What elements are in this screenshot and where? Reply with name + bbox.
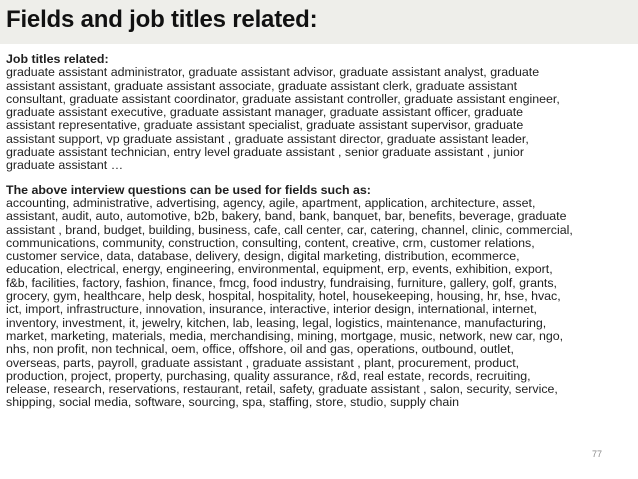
fields-line: accounting, administrative, advertising, agency, agile, apartment, application, architecture, asset, [6, 195, 536, 210]
job-titles-line: graduate assistant … [6, 158, 124, 173]
fields-line: communications, community, construction, consulting, content, creative, crm, customer relations, [6, 235, 535, 250]
fields-line: ict, import, infrastructure, innovation, insurance, interactive, interior design, international, internet, [6, 302, 537, 317]
fields-line: customer service, data, database, delivery, design, digital marketing, distribution, ecommerce, [6, 249, 520, 264]
fields-line: assistant, audit, auto, automotive, b2b, bakery, band, bank, banquet, bar, benefits, beverage, graduate [6, 209, 567, 224]
fields-line: market, marketing, materials, media, merchandising, mining, mortgage, music, network, new car, ngo, [6, 328, 564, 343]
job-titles-heading: Job titles related: [6, 52, 109, 66]
fields-line: overseas, parts, payroll, graduate assistant , graduate assistant , plant, procurement, product, [6, 355, 520, 370]
job-titles-line: assistant assistant, graduate assistant associate, graduate assistant clerk, graduate assistant [6, 78, 518, 93]
job-titles-line: consultant, graduate assistant coordinator, graduate assistant controller, graduate assistant engineer, [6, 91, 560, 106]
slide-content [6, 53, 632, 410]
fields-line: production, project, property, purchasing, quality assurance, r&d, real estate, records, recruiting, [6, 368, 531, 383]
title-bar [0, 0, 638, 44]
fields-line: education, electrical, energy, engineering, environmental, equipment, erp, events, exhibition, export, [6, 262, 553, 277]
job-titles-line: graduate assistant technician, entry level graduate assistant , senior graduate assistant , junior [6, 145, 524, 160]
page-number: 77 [591, 449, 602, 459]
fields-line: f&b, facilities, factory, fashion, finance, fmcg, food industry, fundraising, furniture, gallery, golf, grants, [6, 275, 557, 290]
fields-line: assistant , brand, budget, building, business, cafe, call center, car, catering, channel, clinic, commercial, [6, 222, 573, 237]
fields-line: release, research, reservations, restaurant, retail, safety, graduate assistant , salon, security, service, [6, 382, 558, 397]
fields-line: nhs, non profit, non technical, oem, office, offshore, oil and gas, operations, outbound, outlet, [6, 342, 514, 357]
fields-line: inventory, investment, it, jewelry, kitchen, lab, leasing, legal, logistics, maintenance, manufacturing, [6, 315, 547, 330]
fields-line: shipping, social media, software, sourcing, spa, staffing, store, studio, supply chain [6, 395, 459, 410]
slide-title: Fields and job titles related: [6, 6, 318, 33]
job-titles-line: graduate assistant administrator, graduate assistant advisor, graduate assistant analyst, graduate [6, 65, 540, 80]
job-titles-line: graduate assistant executive, graduate assistant manager, graduate assistant officer, graduate [6, 105, 524, 120]
job-titles-line: assistant representative, graduate assistant specialist, graduate assistant supervisor, graduate [6, 118, 524, 133]
fields-heading: The above interview questions can be used for fields such as: [6, 182, 371, 197]
fields-line: grocery, gym, healthcare, help desk, hospital, hospitality, hotel, housekeeping, housing, hr, hse, hvac, [6, 289, 561, 304]
job-titles-line: assistant support, vp graduate assistant , graduate assistant director, graduate assistant leader, [6, 131, 529, 146]
